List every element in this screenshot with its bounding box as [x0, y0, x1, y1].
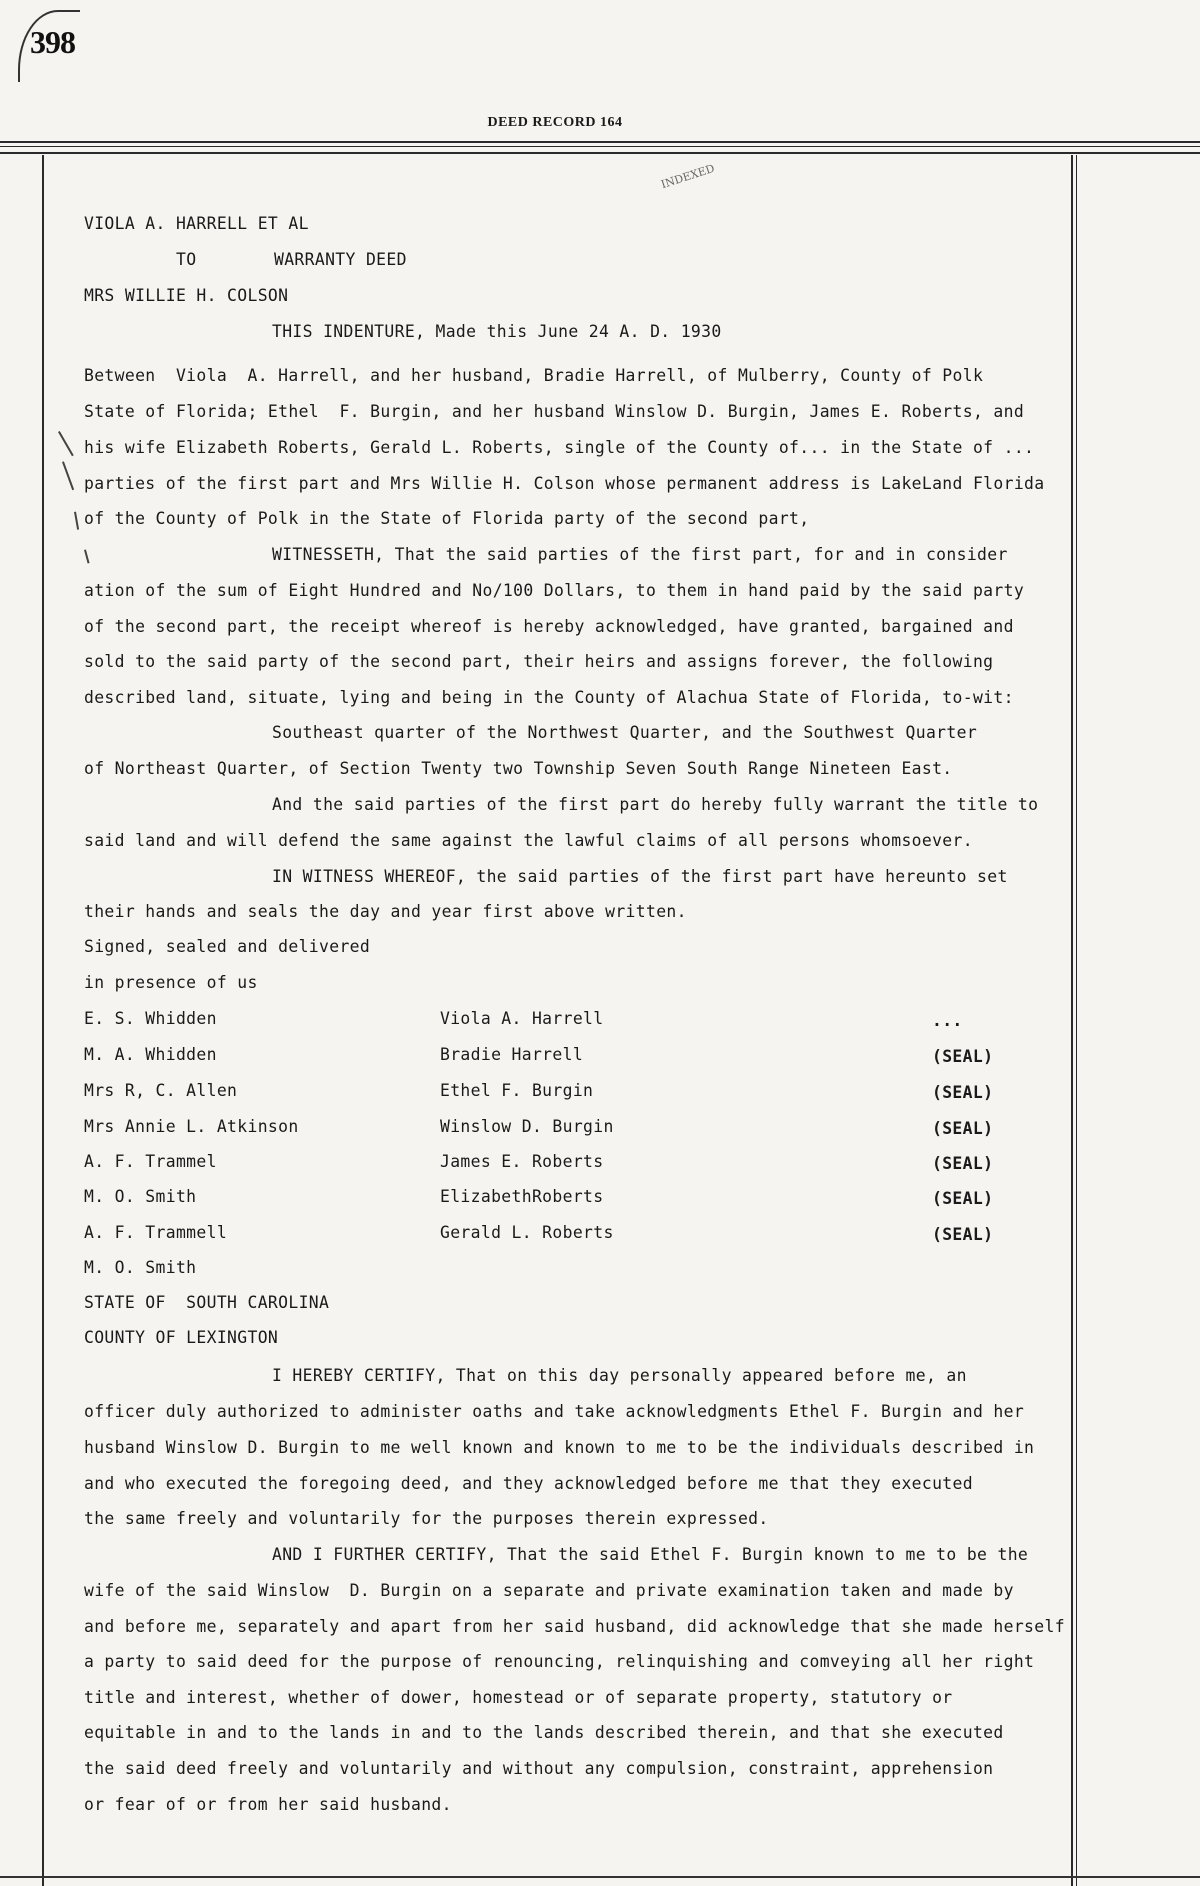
page-number: 398 [30, 24, 75, 60]
margin-tick-mark [62, 461, 74, 490]
signer-name: Winslow D. Burgin [440, 1117, 614, 1136]
deed-line: of the second part, the receipt whereof is hereby acknowledged, have granted, bargained and [84, 617, 1014, 636]
signer-name: Bradie Harrell [440, 1045, 584, 1064]
signer-name: ElizabethRoberts [440, 1187, 604, 1206]
seal-mark: (SEAL) [932, 1083, 994, 1102]
witness-name: M. O. Smith [84, 1258, 197, 1277]
header-rule-3 [0, 152, 1200, 154]
witness-name: E. S. Whidden [84, 1009, 217, 1028]
deed-line: State of Florida; Ethel F. Burgin, and her husband Winslow D. Burgin, James E. Roberts, and [84, 402, 1025, 421]
deed-line: of Northeast Quarter, of Section Twenty two Township Seven South Range Nineteen East. [84, 759, 953, 778]
deed-line: of the County of Polk in the State of Florida party of the second part, [84, 509, 810, 528]
signer-name: Ethel F. Burgin [440, 1081, 594, 1100]
ack-line: officer duly authorized to administer oaths and take acknowledgments Ethel F. Burgin and her [84, 1402, 1025, 1421]
deed-line: THIS INDENTURE, Made this June 24 A. D. 1930 [272, 322, 722, 341]
header-rule-2 [0, 146, 1200, 147]
seal-mark: (SEAL) [932, 1225, 994, 1244]
ack-line: the same freely and voluntarily for the purposes therein expressed. [84, 1509, 769, 1528]
ack-line: STATE OF SOUTH CAROLINA [84, 1293, 330, 1312]
ack-line: and before me, separately and apart from her said husband, did acknowledge that she made herself [84, 1617, 1065, 1636]
ack-line: title and interest, whether of dower, homestead or of separate property, statutory or [84, 1688, 953, 1707]
margin-tick-mark [74, 512, 79, 530]
right-margin-rule [1071, 155, 1073, 1886]
bottom-rule [0, 1876, 1200, 1878]
deed-line: Signed, sealed and delivered [84, 937, 371, 956]
left-margin-rule [42, 155, 44, 1886]
ack-line: and who executed the foregoing deed, and they acknowledged before me that they executed [84, 1474, 973, 1493]
deed-line: his wife Elizabeth Roberts, Gerald L. Roberts, single of the County of... in the State of ... [84, 438, 1035, 457]
deed-line: Between Viola A. Harrell, and her husband, Bradie Harrell, of Mulberry, County of Polk [84, 366, 984, 385]
ack-line: COUNTY OF LEXINGTON [84, 1328, 279, 1347]
margin-tick-mark [84, 549, 90, 563]
deed-line: WITNESSETH, That the said parties of the first part, for and in consider [272, 545, 1008, 564]
ack-line: AND I FURTHER CERTIFY, That the said Ethel F. Burgin known to me to be the [272, 1545, 1029, 1564]
caption-grantor: VIOLA A. HARRELL ET AL [84, 214, 309, 233]
ack-line: husband Winslow D. Burgin to me well known and known to me to be the individuals described in [84, 1438, 1035, 1457]
deed-line: in presence of us [84, 973, 258, 992]
witness-name: A. F. Trammel [84, 1152, 217, 1171]
ack-line: a party to said deed for the purpose of renouncing, relinquishing and comveying all her right [84, 1652, 1035, 1671]
seal-mark: (SEAL) [932, 1047, 994, 1066]
right-margin-rule-inner [1076, 155, 1077, 1886]
indexed-stamp: INDEXED [659, 161, 717, 192]
signer-name: Gerald L. Roberts [440, 1223, 614, 1242]
caption-to: TO [176, 250, 197, 269]
ack-line: equitable in and to the lands in and to the lands described therein, and that she executed [84, 1723, 1004, 1742]
record-header-title: DEED RECORD 164 [487, 115, 623, 130]
witness-name: M. A. Whidden [84, 1045, 217, 1064]
ack-line: I HEREBY CERTIFY, That on this day personally appeared before me, an [272, 1366, 967, 1385]
seal-mark: (SEAL) [932, 1189, 994, 1208]
margin-tick-mark [58, 431, 74, 456]
seal-mark: ... [932, 1011, 963, 1030]
witness-name: Mrs Annie L. Atkinson [84, 1117, 299, 1136]
witness-name: Mrs R, C. Allen [84, 1081, 238, 1100]
deed-line: parties of the first part and Mrs Willie H. Colson whose permanent address is LakeLand Florida [84, 474, 1045, 493]
ack-line: the said deed freely and voluntarily and without any compulsion, constraint, apprehension [84, 1759, 994, 1778]
deed-line: sold to the said party of the second part, their heirs and assigns forever, the following [84, 652, 994, 671]
seal-mark: (SEAL) [932, 1119, 994, 1138]
ack-line: or fear of or from her said husband. [84, 1795, 452, 1814]
deed-line: ation of the sum of Eight Hundred and No/100 Dollars, to them in hand paid by the said party [84, 581, 1025, 600]
deed-line: Southeast quarter of the Northwest Quarter, and the Southwest Quarter [272, 723, 978, 742]
witness-name: M. O. Smith [84, 1187, 197, 1206]
seal-mark: (SEAL) [932, 1154, 994, 1173]
caption-deed-type: WARRANTY DEED [274, 250, 407, 269]
deed-line: their hands and seals the day and year first above written. [84, 902, 687, 921]
deed-line: And the said parties of the first part do hereby fully warrant the title to [272, 795, 1039, 814]
deed-line: said land and will defend the same against the lawful claims of all persons whomsoever. [84, 831, 973, 850]
witness-name: A. F. Trammell [84, 1223, 228, 1242]
deed-line: described land, situate, lying and being in the County of Alachua State of Florida, to-wit: [84, 688, 1014, 707]
signer-name: James E. Roberts [440, 1152, 604, 1171]
header-rule-1 [0, 141, 1200, 143]
deed-line: IN WITNESS WHEREOF, the said parties of the first part have hereunto set [272, 867, 1008, 886]
signer-name: Viola A. Harrell [440, 1009, 604, 1028]
ack-line: wife of the said Winslow D. Burgin on a separate and private examination taken and made by [84, 1581, 1014, 1600]
caption-grantee: MRS WILLIE H. COLSON [84, 286, 289, 305]
